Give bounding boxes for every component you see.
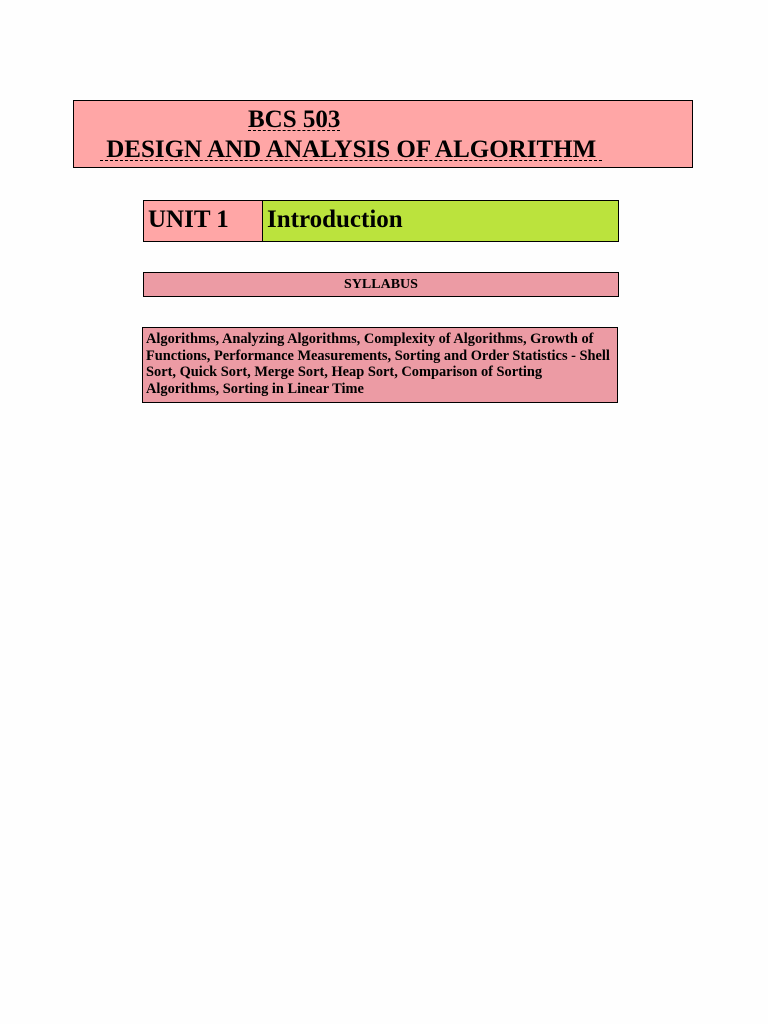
unit-title: Introduction xyxy=(263,201,618,241)
unit-header-row xyxy=(143,200,619,242)
syllabus-heading: SYLLABUS xyxy=(143,272,619,297)
course-name: DESIGN AND ANALYSIS OF ALGORITHM xyxy=(100,136,603,163)
course-code: BCS 503 xyxy=(248,106,341,133)
course-title-box xyxy=(73,100,693,168)
syllabus-content: Algorithms, Analyzing Algorithms, Complexity of Algorithms, Growth of Functions, Performance Measurements, Sorting and Order Statistics - Shell Sort, Quick Sort, Merge Sort, Heap Sort, Comparison of Sorting Algorithms, Sorting in Linear Time xyxy=(142,327,618,403)
unit-number-label: UNIT 1 xyxy=(144,201,263,241)
